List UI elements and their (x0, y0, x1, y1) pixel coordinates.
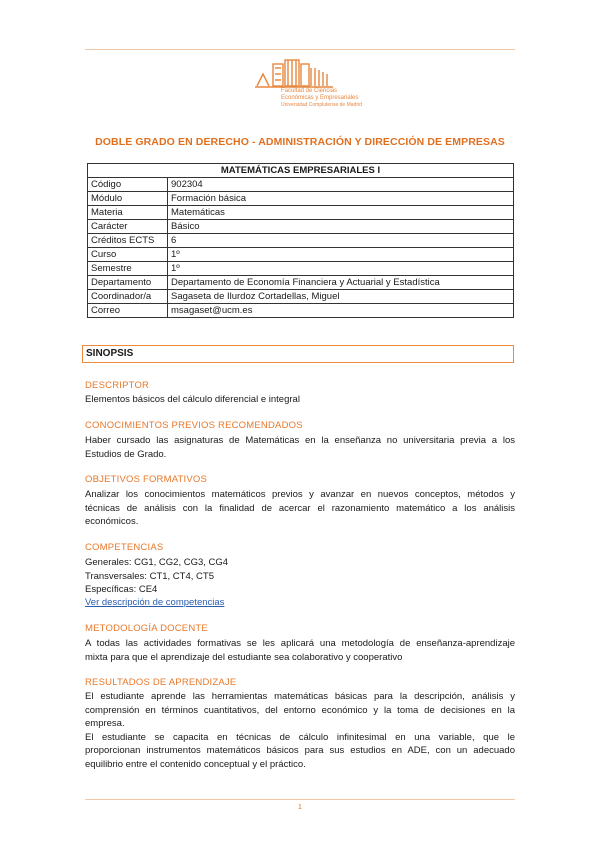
row-value: 902304 (168, 178, 514, 192)
table-row (88, 220, 514, 234)
table-row (88, 262, 514, 276)
logo-line-1: Facultad de Ciencias (281, 88, 338, 94)
top-rule (85, 49, 515, 50)
competencias-link[interactable]: Ver descripción de competencias (85, 597, 225, 608)
table-row (88, 276, 514, 290)
row-value: Básico (168, 220, 514, 234)
course-title: MATEMÁTICAS EMPRESARIALES I (88, 164, 514, 178)
degree-title: DOBLE GRADO EN DERECHO - ADMINISTRACIÓN Y DIRECCIÓN DE EMPRESAS (95, 136, 505, 148)
bottom-rule (85, 799, 515, 800)
table-row (88, 248, 514, 262)
table-row (88, 234, 514, 248)
table-row (88, 290, 514, 304)
table-row (88, 192, 514, 206)
row-label: Código (88, 178, 168, 192)
competencias-especificas: Específicas: CE4 (85, 584, 158, 595)
competencias-list (85, 556, 515, 597)
row-value: Sagaseta de Ilurdoz Cortadellas, Miguel (168, 290, 514, 304)
row-label: Semestre (88, 262, 168, 276)
row-value: Formación básica (168, 192, 514, 206)
text-line: económicos. (85, 516, 139, 527)
row-value: Departamento de Economía Financiera y Actuarial y Estadística (168, 276, 514, 290)
resultados-text (85, 690, 515, 771)
sinopsis-heading: SINOPSIS (82, 345, 514, 363)
text-line: Haber cursado las asignaturas de Matemáticas en la enseñanza no universitaria previa a los (85, 435, 515, 446)
table-row (88, 206, 514, 220)
resultados-heading: RESULTADOS DE APRENDIZAJE (85, 677, 237, 688)
conocimientos-heading: CONOCIMIENTOS PREVIOS RECOMENDADOS (85, 420, 303, 431)
text-line: mixta para que el aprendizaje del estudiante sea colaborativo y cooperativo (85, 651, 403, 663)
text-line: A todas las actividades formativas se les aplicará una metodología de enseñanza-aprendizaje (85, 638, 515, 649)
faculty-logo (253, 56, 362, 110)
logo-line-3: Universidad Complutense de Madrid (281, 102, 362, 108)
row-label: Módulo (88, 192, 168, 206)
text-line: comprensión en términos cuantitativos, del entorno económico y la toma de decisiones en la (85, 704, 515, 716)
competencias-heading: COMPETENCIAS (85, 542, 164, 553)
row-label: Materia (88, 206, 168, 220)
page-number: 1 (298, 804, 302, 811)
objetivos-text (85, 488, 515, 529)
text-line: empresa. (85, 718, 125, 729)
row-value: 6 (168, 234, 514, 248)
row-label: Coordinador/a (88, 290, 168, 304)
text-line: Analizar los conocimientos matemáticos previos y avanzar en nuevos conceptos, métodos y (85, 489, 515, 500)
row-label: Carácter (88, 220, 168, 234)
row-label: Curso (88, 248, 168, 262)
table-row (88, 178, 514, 192)
text-line: El estudiante se capacita en técnicas de cálculo infinitesimal en una variable, que le (85, 731, 515, 743)
descriptor-heading: DESCRIPTOR (85, 380, 150, 391)
competencias-transversales: Transversales: CT1, CT4, CT5 (85, 570, 214, 582)
row-value: 1º (168, 262, 514, 276)
table-title-row (88, 164, 514, 178)
text-line: equilibrio entre el contenido conceptual y el práctico. (85, 758, 306, 770)
metodologia-text (85, 637, 515, 664)
descriptor-text: Elementos básicos del cálculo diferencial e integral (85, 394, 300, 405)
row-label: Correo (88, 304, 168, 318)
logo-line-2: Económicas y Empresariales (281, 95, 359, 101)
text-line: técnicas de análisis con la finalidad de acercar el razonamiento matemático a los análisis (85, 502, 515, 514)
competencias-generales: Generales: CG1, CG2, CG3, CG4 (85, 557, 229, 568)
course-info-table (87, 163, 514, 318)
text-line: El estudiante aprende las herramientas matemáticas básicas para la descripción, análisis y (85, 691, 515, 702)
conocimientos-text (85, 434, 515, 461)
faculty-building-icon (253, 56, 349, 90)
text-line: proporcionan instrumentos matemáticos básicos para sus estudios en ADE, con un adecuado (85, 745, 515, 756)
objetivos-heading: OBJETIVOS FORMATIVOS (85, 474, 208, 485)
row-label: Departamento (88, 276, 168, 290)
row-value: 1º (168, 248, 514, 262)
row-value: msagaset@ucm.es (168, 304, 514, 318)
table-row (88, 304, 514, 318)
row-label: Créditos ECTS (88, 234, 168, 248)
metodologia-heading: METODOLOGÍA DOCENTE (85, 623, 208, 634)
row-value: Matemáticas (168, 206, 514, 220)
text-line: Estudios de Grado. (85, 448, 167, 460)
